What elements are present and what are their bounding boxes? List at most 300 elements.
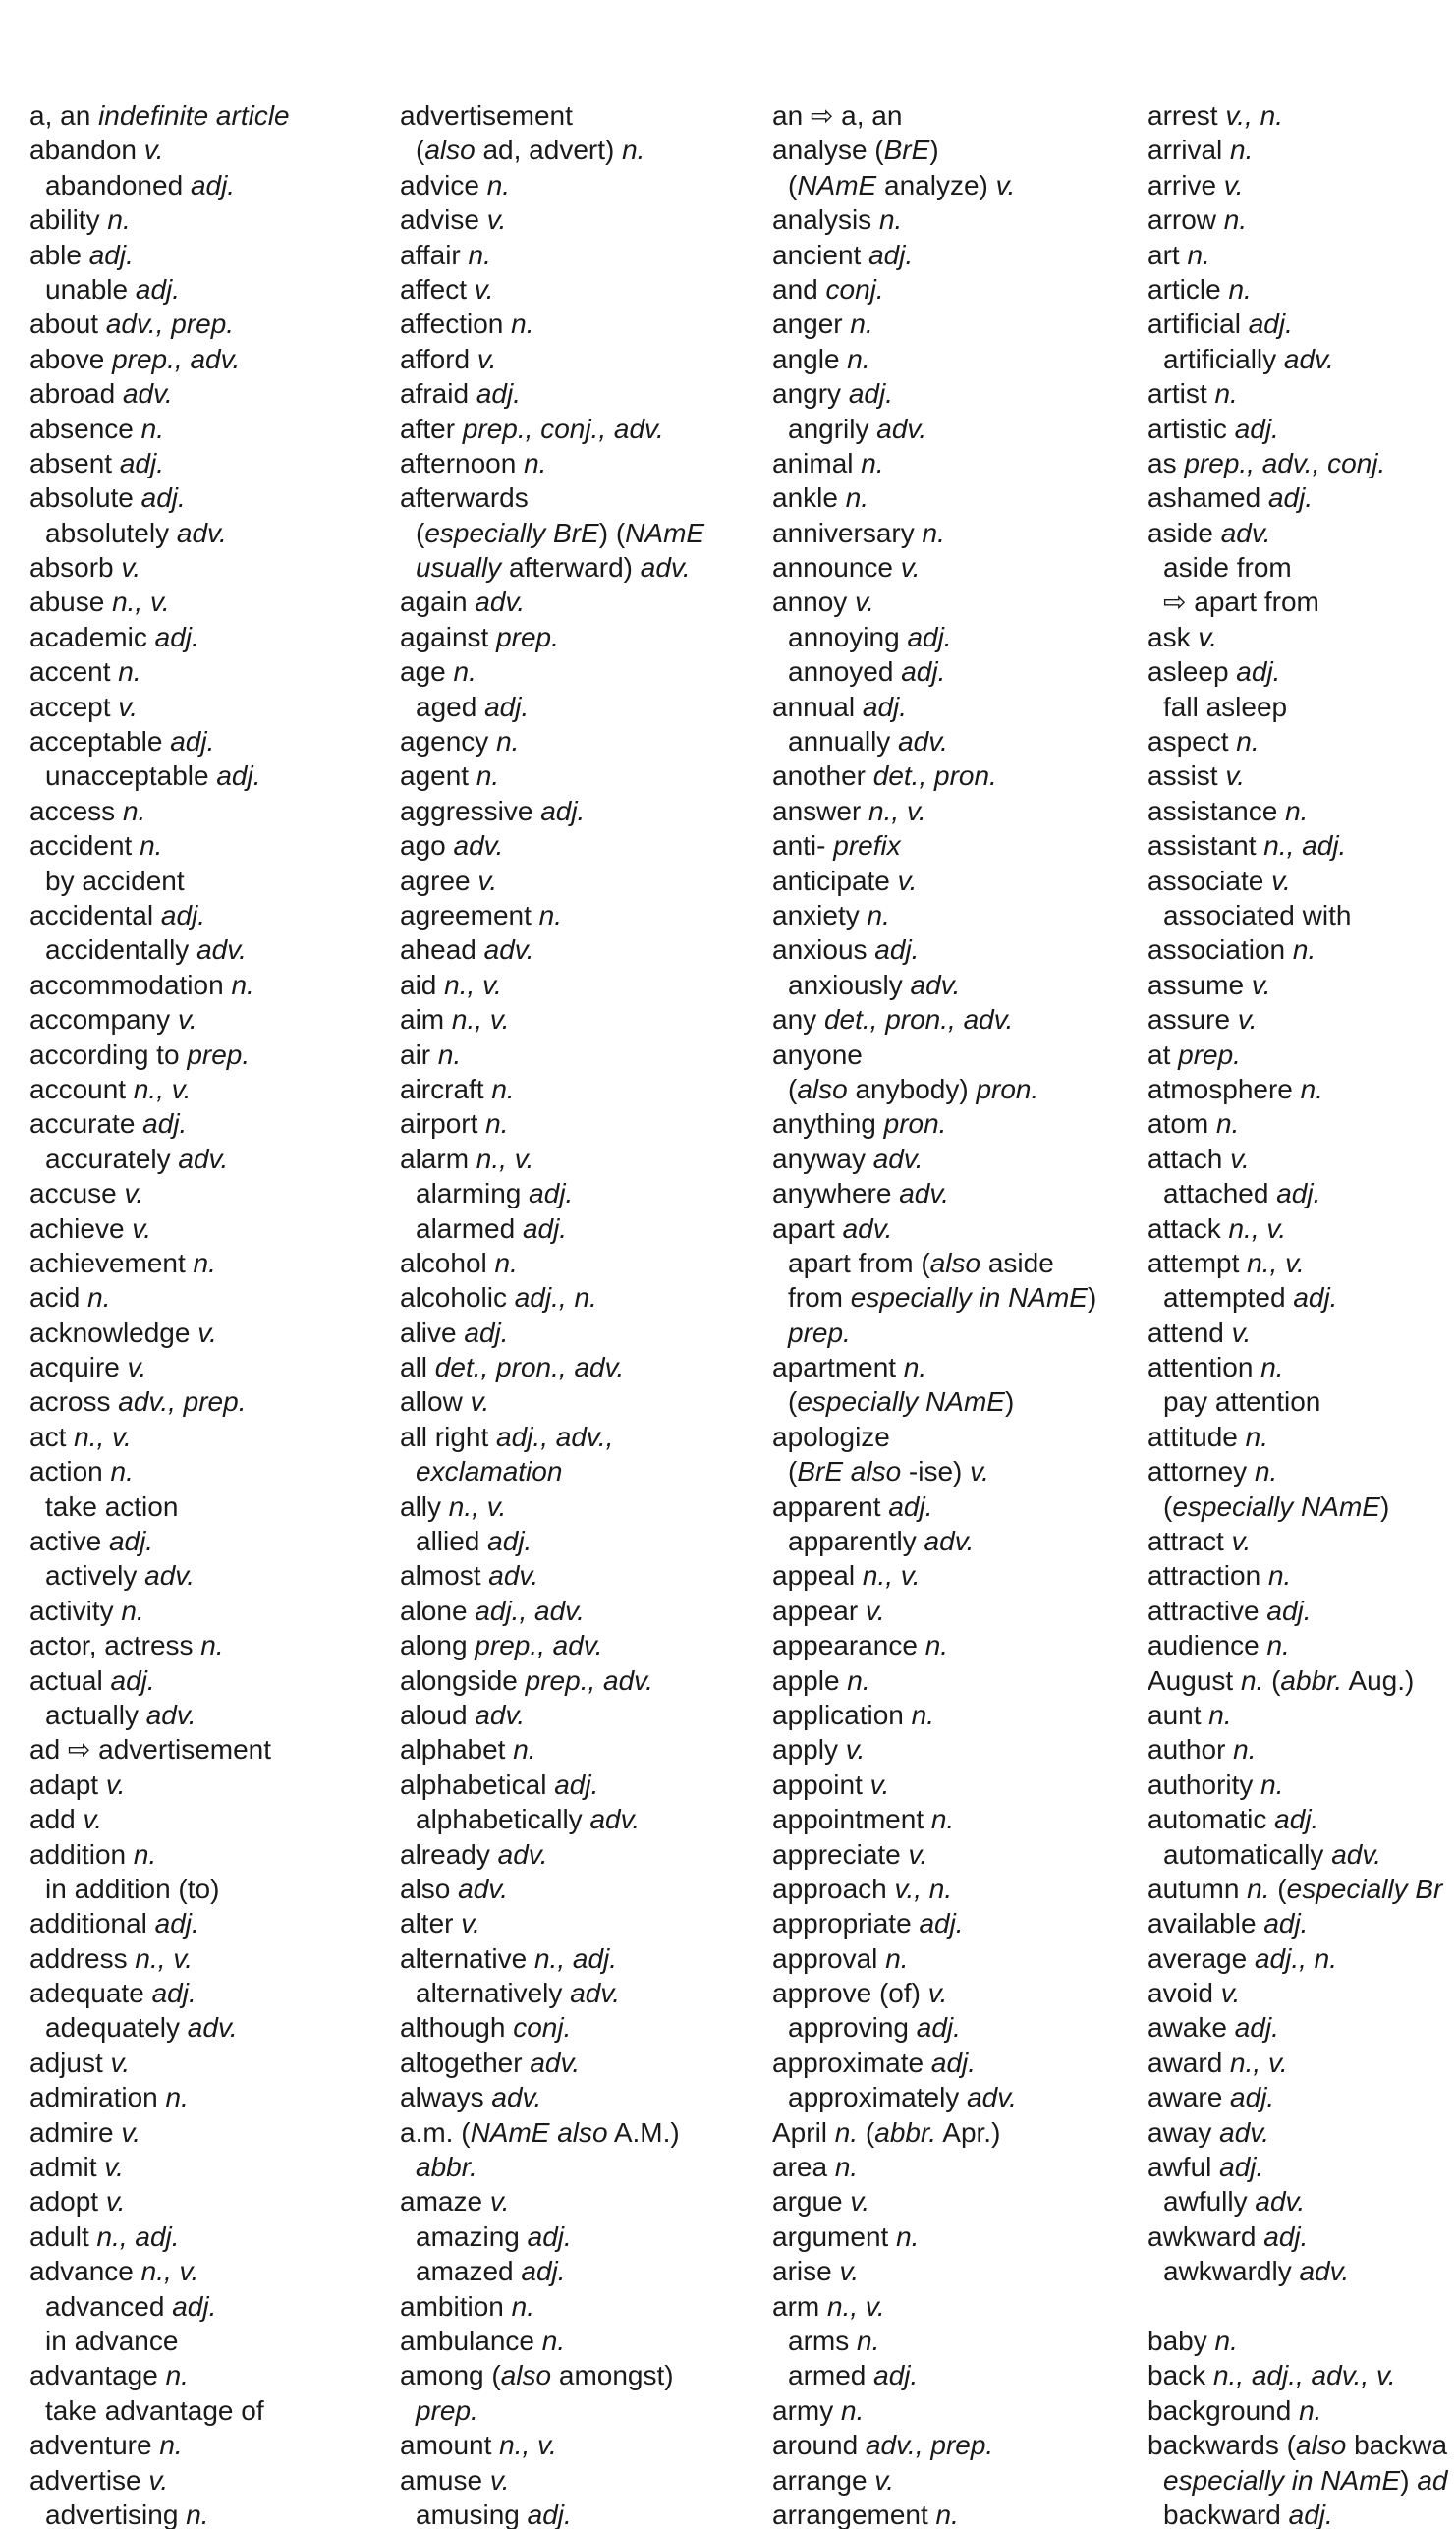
- entry-text: attach: [1148, 1143, 1231, 1174]
- grammar-label: n.: [110, 1456, 134, 1488]
- grammar-label: adj.: [88, 239, 134, 270]
- sub-entry: [772, 2010, 1146, 2045]
- sub-entry: [1148, 342, 1456, 376]
- entry-text: amaze: [400, 2186, 490, 2218]
- headword-entry: [400, 480, 763, 515]
- headword-entry: [1148, 133, 1456, 167]
- entry-text: anger: [772, 309, 851, 340]
- grammar-label: n.: [165, 2360, 189, 2391]
- entry-text: a, an: [29, 100, 99, 131]
- entry-text: acceptable: [29, 726, 171, 758]
- grammar-label: adj., n.: [514, 1282, 597, 1314]
- sub-entry: [772, 968, 1146, 1002]
- grammar-label: adj.: [873, 2360, 919, 2391]
- grammar-label: adj.: [848, 378, 893, 410]
- grammar-label: v.: [127, 1352, 147, 1383]
- entry-text: anxiety: [772, 899, 868, 930]
- word-list-column-4: [1148, 98, 1456, 2529]
- sub-entry: [400, 1454, 763, 1489]
- grammar-label: n.: [924, 1630, 949, 1661]
- grammar-label: adj.: [484, 691, 530, 722]
- entry-text: already: [400, 1838, 498, 1870]
- grammar-label: prep., conj., adv.: [462, 413, 664, 444]
- entry-text: address: [29, 1942, 136, 1974]
- grammar-label: n.: [231, 969, 254, 1000]
- grammar-label: v., n.: [1225, 100, 1283, 131]
- headword-entry: [772, 1211, 1146, 1246]
- headword-entry: [1148, 446, 1456, 480]
- headword-entry: [29, 1594, 393, 1628]
- entry-text: affect: [400, 273, 475, 305]
- entry-text: ambition: [400, 2290, 512, 2322]
- entry-text: (: [416, 517, 425, 548]
- entry-text: access: [29, 795, 123, 826]
- grammar-label: adj.: [1293, 1282, 1338, 1314]
- entry-text: ad, advert): [475, 135, 623, 166]
- entry-text: agency: [400, 726, 497, 758]
- sub-entry: [1148, 1384, 1456, 1419]
- headword-entry: [772, 516, 1146, 550]
- entry-text: aloud: [400, 1699, 476, 1730]
- entry-text: ) (: [598, 517, 626, 548]
- entry-text: take action: [45, 1490, 179, 1522]
- grammar-label: v.: [1251, 969, 1271, 1000]
- grammar-label: v.: [855, 587, 874, 618]
- grammar-label: adj.: [529, 1178, 574, 1209]
- headword-entry: [29, 1072, 393, 1106]
- sub-entry: [772, 168, 1146, 202]
- grammar-label: n.: [1300, 1073, 1323, 1104]
- grammar-label: adv.: [458, 1873, 509, 1904]
- grammar-label: adv.: [1220, 517, 1271, 548]
- entry-text: ): [1379, 1490, 1390, 1522]
- grammar-label: v.: [470, 1386, 490, 1418]
- sub-entry: [29, 2289, 393, 2324]
- headword-entry: [400, 1906, 763, 1940]
- entry-text: ago: [400, 830, 454, 862]
- grammar-label: n.: [1228, 273, 1252, 305]
- entry-text: additional: [29, 1908, 155, 1939]
- grammar-label: prefix: [833, 830, 901, 862]
- headword-entry: [772, 1594, 1146, 1628]
- entry-text: from: [788, 1282, 851, 1314]
- entry-text: also: [400, 1873, 459, 1904]
- grammar-label: n., v.: [74, 1421, 132, 1452]
- entry-text: all: [400, 1352, 435, 1383]
- entry-text: attached: [1163, 1178, 1277, 1209]
- entry-text: aunt: [1148, 1699, 1209, 1730]
- entry-text: fall asleep: [1163, 691, 1288, 722]
- entry-text: along: [400, 1630, 476, 1661]
- grammar-label: BrE also: [797, 1456, 902, 1488]
- entry-text: aim: [400, 1004, 452, 1036]
- entry-text: artificially: [1163, 343, 1284, 374]
- grammar-label: v.: [461, 1908, 480, 1939]
- headword-entry: [772, 1106, 1146, 1141]
- headword-entry: [400, 238, 763, 272]
- headword-entry: [400, 2428, 763, 2462]
- entry-text: avoid: [1148, 1978, 1221, 2009]
- grammar-label: n.: [1187, 239, 1210, 270]
- headword-entry: [772, 1489, 1146, 1524]
- grammar-label: n., v.: [133, 1073, 192, 1104]
- grammar-label: v.: [118, 691, 138, 722]
- grammar-label: n.: [107, 204, 131, 236]
- headword-entry: [772, 446, 1146, 480]
- headword-entry: [29, 1454, 393, 1489]
- entry-text: average: [1148, 1942, 1255, 1974]
- grammar-label: n.: [896, 2220, 920, 2252]
- sub-entry: [1148, 1489, 1456, 1524]
- entry-text: adopt: [29, 2186, 106, 2218]
- entry-text: anxious: [772, 934, 875, 966]
- grammar-label: pron.: [976, 1073, 1039, 1104]
- headword-entry: [772, 2393, 1146, 2428]
- entry-text: Apr.): [936, 2116, 1001, 2148]
- headword-entry: [400, 620, 763, 654]
- entry-text: above: [29, 343, 113, 374]
- grammar-label: adv.: [1331, 1838, 1382, 1870]
- entry-text: accidentally: [45, 934, 197, 966]
- grammar-label: adj., n.: [1254, 1942, 1338, 1974]
- grammar-label: n.: [140, 830, 163, 862]
- entry-text: ask: [1148, 621, 1199, 652]
- entry-text: advertising: [45, 2499, 187, 2529]
- headword-entry: [1148, 1038, 1456, 1072]
- grammar-label: n.: [1214, 378, 1238, 410]
- entry-text: anniversary: [772, 517, 923, 548]
- grammar-label: adv.: [196, 934, 247, 966]
- grammar-label: abbr.: [874, 2116, 937, 2148]
- headword-entry: [1148, 968, 1456, 1002]
- entry-text: acquire: [29, 1352, 128, 1383]
- entry-text: afraid: [400, 378, 476, 410]
- grammar-label: adj.: [119, 447, 165, 478]
- headword-entry: [29, 828, 393, 863]
- grammar-label: n.: [861, 447, 884, 478]
- grammar-label: n.: [1214, 2326, 1238, 2356]
- entry-text: almost: [400, 1560, 489, 1592]
- entry-text: arm: [772, 2290, 827, 2322]
- entry-text: actively: [45, 1560, 145, 1592]
- headword-entry: [29, 2463, 393, 2498]
- grammar-label: v.: [177, 1004, 197, 1036]
- headword-entry: [1148, 2220, 1456, 2254]
- entry-text: and: [772, 273, 826, 305]
- grammar-label: v.: [1237, 1004, 1258, 1036]
- headword-entry: [1148, 1246, 1456, 1280]
- grammar-label: n., v.: [444, 969, 502, 1000]
- entry-text: approving: [788, 2012, 917, 2044]
- entry-text: arms: [788, 2326, 857, 2356]
- sub-entry: [400, 2498, 763, 2529]
- headword-entry: [400, 828, 763, 863]
- entry-text: assistant: [1148, 830, 1264, 862]
- grammar-label: n., v.: [140, 2256, 199, 2287]
- grammar-label: prep., adv.: [112, 343, 241, 374]
- headword-entry: [400, 307, 763, 341]
- sub-entry: [400, 133, 763, 167]
- entry-text: assist: [1148, 760, 1226, 792]
- headword-entry: [1148, 1211, 1456, 1246]
- headword-entry: [772, 2463, 1146, 2498]
- grammar-label: n.: [87, 1282, 111, 1314]
- headword-entry: [400, 1489, 763, 1524]
- headword-entry: [1148, 1420, 1456, 1454]
- entry-text: alcohol: [400, 1247, 495, 1278]
- grammar-label: adj.: [868, 239, 914, 270]
- entry-text: actor, actress: [29, 1630, 201, 1661]
- entry-text: alternative: [400, 1942, 534, 1974]
- sub-entry: [29, 932, 393, 967]
- grammar-label: v.: [477, 865, 498, 896]
- sub-entry: [772, 654, 1146, 689]
- headword-entry: [400, 1594, 763, 1628]
- grammar-label: n.: [1230, 135, 1254, 166]
- entry-text: allied: [416, 1526, 488, 1557]
- entry-text: abandoned: [45, 169, 191, 200]
- entry-text: abroad: [29, 378, 123, 410]
- grammar-label: n.: [511, 2290, 534, 2322]
- entry-text: alphabetical: [400, 1769, 555, 1800]
- entry-text: arrange: [772, 2464, 875, 2496]
- grammar-label: adv.: [876, 413, 927, 444]
- grammar-label: adj.: [154, 1908, 199, 1939]
- grammar-label: n.: [834, 2152, 859, 2183]
- grammar-label: adj.: [1234, 413, 1279, 444]
- sub-entry: [1148, 1837, 1456, 1872]
- sub-entry: [400, 2393, 763, 2428]
- entry-text: apologize: [772, 1421, 890, 1452]
- headword-entry: [29, 1106, 393, 1141]
- entry-text: aside: [980, 1247, 1054, 1278]
- headword-entry: [1148, 1906, 1456, 1940]
- grammar-label: adj.: [907, 621, 952, 652]
- entry-text: awfully: [1163, 2186, 1256, 2218]
- grammar-label: v.: [121, 552, 141, 584]
- headword-entry: [29, 1350, 393, 1384]
- grammar-label: adj.: [142, 1108, 188, 1140]
- headword-entry: [1148, 480, 1456, 515]
- grammar-label: n.: [841, 2394, 865, 2426]
- entry-text: agent: [400, 760, 476, 792]
- headword-entry: [29, 1837, 393, 1872]
- headword-entry: [400, 1558, 763, 1593]
- grammar-label: adv.: [640, 552, 691, 584]
- grammar-label: n.: [1267, 1560, 1292, 1592]
- sub-entry: [1148, 898, 1456, 932]
- entry-text: aside: [1148, 517, 1221, 548]
- grammar-label: adj., adv.,: [496, 1421, 614, 1452]
- grammar-label: prep.: [496, 621, 559, 652]
- grammar-label: adv.: [483, 934, 534, 966]
- sub-entry: [29, 864, 393, 898]
- headword-entry: [400, 2358, 763, 2392]
- entry-text: advertisement: [400, 100, 573, 131]
- entry-text: able: [29, 239, 89, 270]
- grammar-label: abbr.: [416, 2152, 477, 2183]
- grammar-label: adj.: [874, 934, 920, 966]
- grammar-label: n.: [847, 1664, 870, 1696]
- word-list-column-2: [400, 98, 763, 2529]
- headword-entry: [772, 1176, 1146, 1210]
- headword-entry: [29, 620, 393, 654]
- headword-entry: [400, 1872, 763, 1906]
- entry-text: assistance: [1148, 795, 1286, 826]
- entry-text: ⇨ apart from: [1163, 587, 1319, 618]
- entry-text: A.M.): [607, 2116, 680, 2148]
- entry-text: ahead: [400, 934, 484, 966]
- grammar-label: n.: [494, 1247, 518, 1278]
- headword-entry: [29, 2080, 393, 2114]
- headword-entry: [400, 376, 763, 411]
- entry-text: aggressive: [400, 795, 541, 826]
- entry-text: advice: [400, 169, 487, 200]
- entry-text: unable: [45, 273, 136, 305]
- grammar-label: n., v.: [476, 1143, 534, 1174]
- grammar-label: n., v.: [499, 2430, 557, 2461]
- grammar-label: adv.: [176, 517, 227, 548]
- sub-entry: [772, 1524, 1146, 1558]
- entry-text: activity: [29, 1595, 122, 1626]
- headword-entry: [772, 2498, 1146, 2529]
- headword-entry: [400, 1106, 763, 1141]
- grammar-label: n.: [885, 1942, 909, 1974]
- headword-entry: [1148, 1663, 1456, 1698]
- entry-text: across: [29, 1386, 119, 1418]
- entry-text: act: [29, 1421, 75, 1452]
- grammar-label: adv.: [898, 726, 948, 758]
- entry-text: arrow: [1148, 204, 1224, 236]
- grammar-label: v.: [1225, 760, 1246, 792]
- entry-text: army: [772, 2394, 841, 2426]
- sub-entry: [1148, 2463, 1456, 2498]
- entry-text: ad ⇨ advertisement: [29, 1734, 272, 1766]
- entry-text: apart from (: [788, 1247, 930, 1278]
- sub-entry: [29, 2010, 393, 2045]
- grammar-label: adv.: [899, 1178, 950, 1209]
- grammar-label: adj.: [135, 273, 181, 305]
- headword-entry: [400, 864, 763, 898]
- entry-text: actually: [45, 1699, 146, 1730]
- entry-text: backward: [1163, 2499, 1289, 2529]
- entry-text: abandon: [29, 135, 144, 166]
- entry-text: ally: [400, 1490, 449, 1522]
- grammar-label: BrE: [883, 135, 930, 166]
- entry-text: appearance: [772, 1630, 925, 1661]
- entry-text: afterward): [501, 552, 641, 584]
- headword-entry: [29, 412, 393, 446]
- grammar-label: n.: [1292, 934, 1316, 966]
- entry-text: ankle: [772, 482, 846, 514]
- entry-text: associate: [1148, 865, 1272, 896]
- grammar-label: abbr.: [1280, 1664, 1343, 1696]
- headword-entry: [1148, 2428, 1456, 2462]
- grammar-label: n.: [159, 2430, 183, 2461]
- entry-text: always: [400, 2082, 492, 2113]
- grammar-label: especially BrE: [424, 517, 599, 548]
- headword-entry: [29, 550, 393, 585]
- entry-text: acid: [29, 1282, 88, 1314]
- grammar-label: v.: [197, 1317, 217, 1348]
- grammar-label: v.: [105, 2186, 126, 2218]
- grammar-label: v.: [908, 1838, 928, 1870]
- headword-entry: [1148, 1698, 1456, 1732]
- grammar-label: exclamation: [416, 1456, 563, 1488]
- headword-entry: [772, 480, 1146, 515]
- entry-text: an ⇨ a, an: [772, 100, 903, 131]
- headword-entry: [29, 480, 393, 515]
- entry-text: award: [1148, 2047, 1231, 2078]
- sub-entry: [400, 2254, 763, 2288]
- entry-text: announce: [772, 552, 901, 584]
- entry-text: adult: [29, 2220, 97, 2252]
- entry-text: air: [400, 1039, 438, 1070]
- entry-text: accurate: [29, 1108, 143, 1140]
- headword-entry: [1148, 1872, 1456, 1906]
- grammar-label: adj.: [1276, 1178, 1321, 1209]
- grammar-label: n.: [930, 1804, 955, 1835]
- entry-text: advanced: [45, 2290, 173, 2322]
- entry-text: attempt: [1148, 1247, 1248, 1278]
- grammar-label: prep.: [1178, 1039, 1241, 1070]
- grammar-label: ad: [1417, 2464, 1448, 2496]
- headword-entry: [29, 1280, 393, 1315]
- grammar-label: also: [797, 1073, 848, 1104]
- headword-entry: [772, 272, 1146, 307]
- entry-text: acknowledge: [29, 1317, 198, 1348]
- entry-text: (: [416, 135, 425, 166]
- headword-entry: [29, 1802, 393, 1836]
- headword-entry: [1148, 794, 1456, 828]
- sub-entry: [29, 2393, 393, 2428]
- grammar-label: n., v.: [868, 795, 926, 826]
- entry-text: awkward: [1148, 2220, 1264, 2252]
- headword-entry: [1148, 1594, 1456, 1628]
- grammar-label: adv.: [570, 1978, 621, 2009]
- headword-entry: [1148, 1106, 1456, 1141]
- entry-text: although: [400, 2012, 514, 2044]
- grammar-label: n.: [845, 482, 869, 514]
- headword-entry: [400, 342, 763, 376]
- entry-text: affair: [400, 239, 469, 270]
- grammar-label: n., adj.: [96, 2220, 180, 2252]
- headword-entry: [1148, 620, 1456, 654]
- grammar-label: adj.: [930, 2047, 977, 2078]
- grammar-label: n., v.: [451, 1004, 510, 1036]
- headword-entry: [400, 2324, 763, 2358]
- entry-text: amusing: [416, 2499, 528, 2529]
- entry-text: approximately: [788, 2082, 968, 2113]
- entry-text: by accident: [45, 865, 185, 896]
- headword-entry: [772, 585, 1146, 619]
- entry-text: altogether: [400, 2047, 531, 2078]
- sub-entry: [29, 1872, 393, 1906]
- grammar-label: n.: [1260, 1769, 1284, 1800]
- grammar-label: n.: [118, 656, 141, 688]
- headword-entry: [1148, 2080, 1456, 2114]
- headword-entry: [772, 1420, 1146, 1454]
- grammar-label: adj.: [154, 621, 199, 652]
- entry-text: analyze): [876, 169, 996, 200]
- headword-entry: [772, 342, 1146, 376]
- grammar-label: v.: [476, 343, 497, 374]
- headword-entry: [400, 1072, 763, 1106]
- grammar-label: v.: [83, 1804, 103, 1835]
- headword-entry: [29, 2358, 393, 2392]
- grammar-label: also: [1295, 2430, 1347, 2461]
- grammar-label: also: [424, 135, 476, 166]
